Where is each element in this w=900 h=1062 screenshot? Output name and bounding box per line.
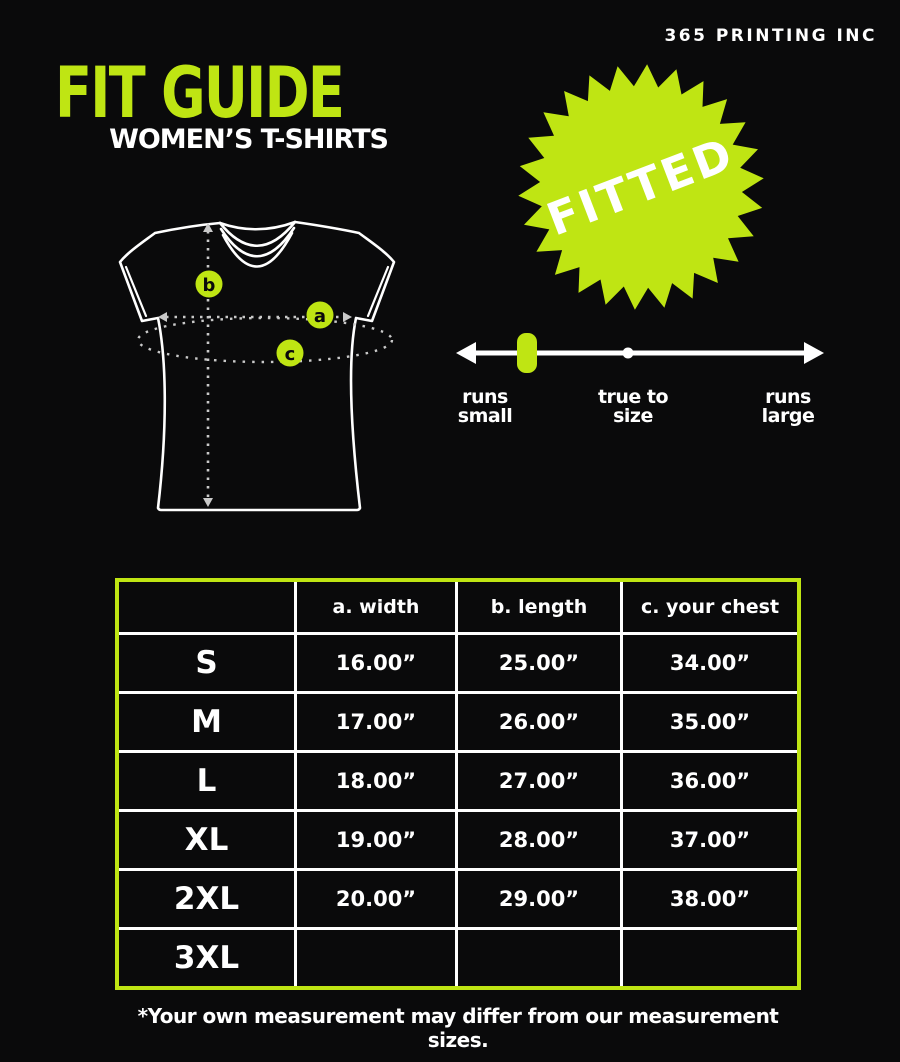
tshirt-outline-icon: [120, 222, 394, 510]
fitted-badge-label: FITTED: [539, 126, 742, 247]
arrow-left-icon: [456, 342, 476, 364]
table-cell-size: M: [119, 694, 294, 750]
marker-c-letter: c: [284, 344, 296, 365]
measurement-markers: [196, 271, 334, 367]
table-cell-size: L: [119, 753, 294, 809]
table-header-width: a. width: [297, 582, 455, 632]
table-cell: 34.00”: [623, 635, 797, 691]
table-cell-size: 2XL: [119, 871, 294, 927]
table-cell-size: S: [119, 635, 294, 691]
table-cell: 25.00”: [458, 635, 620, 691]
table-header-length: b. length: [458, 582, 620, 632]
tshirt-diagram: [95, 185, 425, 525]
table-cell: [458, 930, 620, 986]
table-cell: [623, 930, 797, 986]
table-cell: 27.00”: [458, 753, 620, 809]
scale-label-runs-large: runs large: [761, 386, 815, 427]
table-cell: 29.00”: [458, 871, 620, 927]
table-header-empty: [119, 582, 294, 632]
table-cell: [297, 930, 455, 986]
table-header-chest: c. your chest: [623, 582, 797, 632]
size-table: [115, 578, 801, 990]
page-subtitle: WOMEN’S T-SHIRTS: [109, 124, 388, 155]
table-cell: 26.00”: [458, 694, 620, 750]
table-cell: 37.00”: [623, 812, 797, 868]
scale-label-true-to-size: true to size: [597, 386, 669, 427]
scale-label-runs-small: runs small: [457, 386, 513, 427]
brand-text: 365 PRINTING INC: [664, 26, 877, 46]
table-cell: 18.00”: [297, 753, 455, 809]
fit-scale-slider: [450, 326, 830, 382]
table-cell: 35.00”: [623, 694, 797, 750]
table-cell-size: 3XL: [119, 930, 294, 986]
slider-center-dot: [623, 348, 634, 359]
marker-b-letter: b: [202, 275, 216, 296]
arrow-right-icon: [804, 342, 824, 364]
footnote: *Your own measurement may differ from our measurement sizes.: [137, 1004, 779, 1052]
marker-a-letter: a: [313, 306, 327, 327]
table-cell: 38.00”: [623, 871, 797, 927]
table-cell-size: XL: [119, 812, 294, 868]
table-cell: 28.00”: [458, 812, 620, 868]
fitted-badge: [510, 56, 772, 318]
table-cell: 19.00”: [297, 812, 455, 868]
slider-marker: [517, 333, 537, 373]
table-cell: 36.00”: [623, 753, 797, 809]
page-title: FIT GUIDE: [55, 52, 344, 134]
table-cell: 16.00”: [297, 635, 455, 691]
table-cell: 20.00”: [297, 871, 455, 927]
table-cell: 17.00”: [297, 694, 455, 750]
